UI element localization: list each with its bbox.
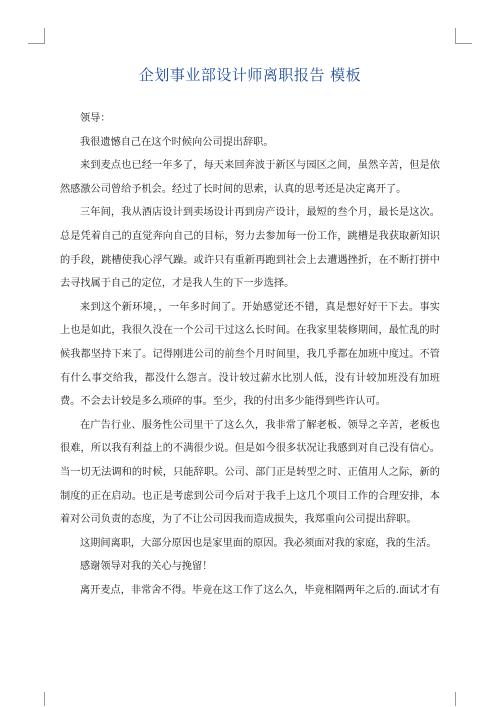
document-title: 企划事业部设计师离职报告 模板 [138, 66, 362, 84]
paragraph: 在广告行业、服务性公司里干了这么久，我非常了解老板、领导之辛苦，老板也很难，所以我有利益上的不满很少说。但是如今很多状况让我感到对自己没有信心。当一切无法调和的时候，只能辞职。公司、部门正是转型之时、正值用人之际，新的制度的正在启动。也正是考虑到公司今后对于我手上这几个项目工作的合理安排，本着对公司负责的态度，为了不让公司因我而造成损失，我郑重向公司提出辞职。 [60, 419, 440, 526]
crop-mark-bottom-right [455, 692, 456, 706]
paragraph: 来到麦点也已经一年多了，每天来回奔波于新区与园区之间，虽然辛苦，但是依然感激公司曾给予机会。经过了长时间的思索，认真的思考还是决定离开了。 [60, 160, 440, 195]
paragraph: 感谢领导对我的关心与挽留！ [80, 561, 213, 573]
paragraph: 这期间离职，大部分原因也是家里面的原因。我必须面对我的家庭，我的生活。 [80, 537, 437, 549]
crop-mark-top-left [28, 43, 44, 44]
paragraph: 我很遗憾自己在这个时候向公司提出辞职。 [80, 136, 274, 148]
document-body [60, 107, 440, 602]
crop-mark-top-right [455, 28, 456, 44]
paragraph: 三年间，我从酒店设计到卖场设计再到房产设计，最短的叁个月，最长是这次。总是凭着自己的直觉奔向自己的目标，努力去参加每一份工作，跳槽是我获取新知识的手段，跳槽使我心浮气躁。或许只有重新再跑到社会上去遭遇挫折，在不断打拼中去寻找属于自己的定位，才是我人生的下一步选择。 [60, 207, 440, 290]
salutation: 领导： [80, 113, 111, 124]
paragraph: 离开麦点，非常舍不得。毕竟在这工作了这么久，毕竟相隔两年之后的.面试才有 [80, 584, 440, 596]
crop-mark-top-right [456, 43, 472, 44]
paragraph: 来到这个新环境，，一年多时间了。开始感觉还不错，真是想好好干下去。事实上也是如此，我很久没在一个公司干过这么长时间。在我家里装修期间，最忙乱的时候我都坚持下来了。记得刚进公司的前叁个月时间里，我几乎都在加班中度过。不管有什么事交给我，都没什么怨言。没计较过薪水比别人低，没有计较加班没有加班费。不会去计较是多么琐碎的事。至少，我的付出多少能得到些许认可。 [60, 301, 440, 408]
crop-mark-bottom-left [44, 692, 45, 706]
crop-mark-top-left [44, 28, 45, 44]
